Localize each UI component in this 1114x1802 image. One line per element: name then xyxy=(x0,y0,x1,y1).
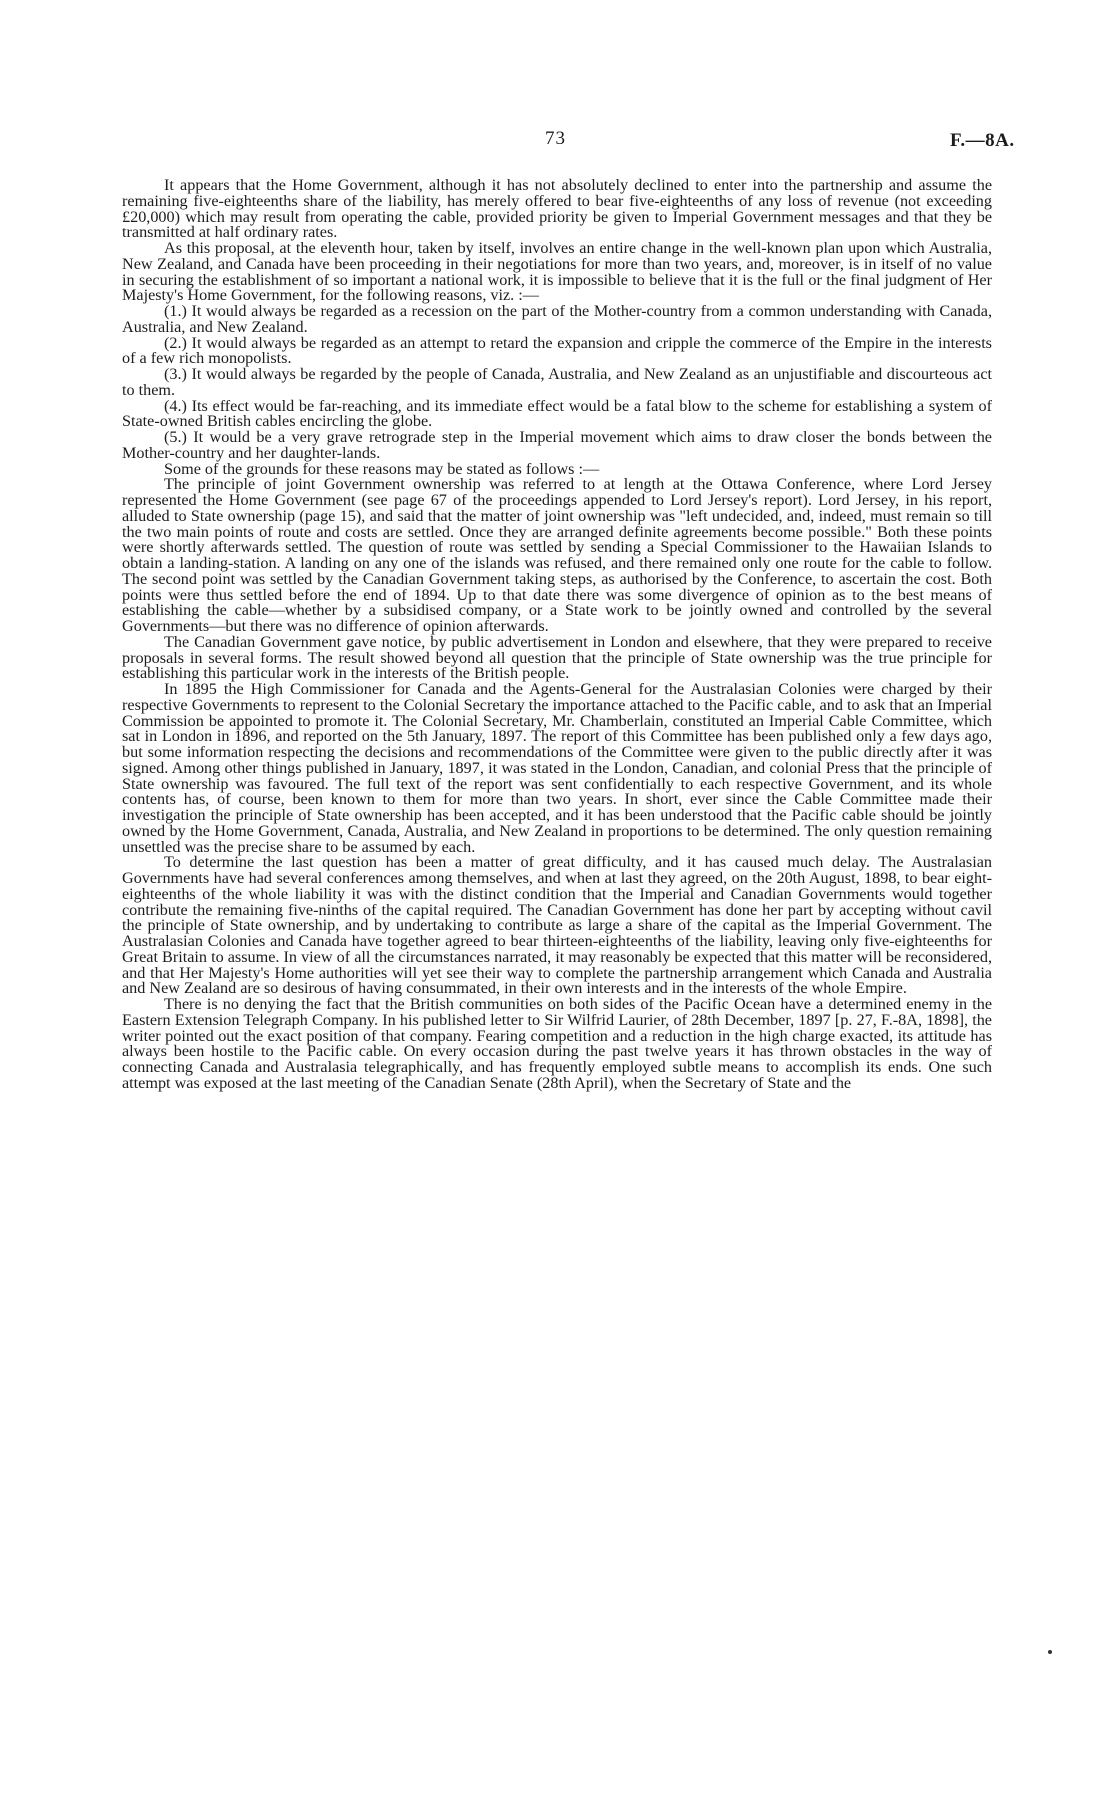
reason-3: (3.) It would always be regarded by the people of Canada, Australia, and New Zealand as an unjustifiable and discourteous act to them. xyxy=(122,365,992,399)
stray-ink-mark xyxy=(1048,1650,1052,1654)
paragraph-joint-ownership: The principle of joint Government ownership was referred to at length at the Ottawa Conference, where Lord Jersey represented the Home Government (see page 67 of the proceedings appended to Lord Jersey's report). Lord Jersey, in his report, alluded to State ownership (page 15), and said that the matter of joint ownership was "left undecided, and, indeed, must remain so till the two main points of route and costs are settled. Once they are arranged definite agreements become possible." Both these points were shortly afterwards settled. The question of route was settled by sending a Special Commissioner to the Hawaiian Islands to obtain a landing-station. A landing on any one of the islands was refused, and there remained only one route for the cable to follow. The second point was settled by the Canadian Government taking steps, as authorised by the Conference, to ascertain the cost. Both points were thus settled before the end of 1894. Up to that date there was some divergence of opinion as to the best means of establishing the cable—whether by a subsidised company, or a State work to be jointly owned and controlled by the several Governments—but there was no difference of opinion afterwards. xyxy=(122,475,992,635)
paragraph-proposal-reasons: As this proposal, at the eleventh hour, taken by itself, involves an entire change in the well-known plan upon which Australia, New Zealand, and Canada have been proceeding in their negotiations for more than two years, and, moreover, is in itself of no value in securing the establishment of so important a national work, it is impossible to believe that it is the full or the final judgment of Her Majesty's Home Government, for the following reasons, viz. :— xyxy=(122,239,992,305)
reason-1: (1.) It would always be regarded as a recession on the part of the Mother-country from a common understanding with Canada, Australia, and New Zealand. xyxy=(122,302,992,336)
reason-5: (5.) It would be a very grave retrograde step in the Imperial movement which aims to draw closer the bonds between the Mother-country and her daughter-lands. xyxy=(122,428,992,462)
paragraph-home-government-offer: It appears that the Home Government, although it has not absolutely declined to enter into the partnership and assume the remaining five-eighteenths share of the liability, has merely offered to bear five-eighteenths of any loss of revenue (not exceeding £20,000) which may result from operating the cable, provided priority be given to Imperial Government messages and that they be transmitted at half ordinary rates. xyxy=(122,176,992,242)
body-text xyxy=(122,178,992,1092)
page-header xyxy=(0,128,1114,156)
paragraph-grounds-intro: Some of the grounds for these reasons may be stated as follows :— xyxy=(164,459,600,478)
reason-2: (2.) It would always be regarded as an attempt to retard the expansion and cripple the commerce of the Empire in the interests of a few rich monopolists. xyxy=(122,333,992,368)
page-number: 73 xyxy=(545,128,566,149)
paragraph-canadian-notice: The Canadian Government gave notice, by public advertisement in London and elsewhere, that they were prepared to receive proposals in several forms. The result showed beyond all question that the principle of State ownership was the true principle for establishing this particular work in the interests of the British people. xyxy=(122,632,992,683)
paragraph-eastern-extension: There is no denying the fact that the British communities on both sides of the Pacific Ocean have a determined enemy in the Eastern Extension Telegraph Company. In his published letter to Sir Wilfrid Laurier, of 28th December, 1897 [p. 27, F.-8A, 1898], the writer pointed out the exact position of that company. Fearing competition and a reduction in the high charge exacted, its attitude has always been hostile to the Pacific cable. On every occasion during the past twelve years it has thrown obstacles in the way of connecting Canada and Australasia telegraphically, and has frequently employed subtle means to accomplish its ends. One such attempt was exposed at the last meeting of the Canadian Senate (28th April), when the Secretary of State and the xyxy=(122,995,992,1092)
paragraph-cable-committee: In 1895 the High Commissioner for Canada and the Agents-General for the Australasian Colonies were charged by their respective Governments to represent to the Colonial Secretary the importance attached to the Pacific cable, and to ask that an Imperial Commission be appointed to promote it. The Colonial Secretary, Mr. Chamberlain, constituted an Imperial Cable Committee, which sat in London in 1896, and reported on the 5th January, 1897. The report of this Committee has been published only a few days ago, but some information respecting the decisions and recommendations of the Committee were given to the public directly after it was signed. Among other things published in January, 1897, it was stated in the London, Canadian, and colonial Press that the principle of State ownership was favoured. The full text of the report was sent confidentially to each respective Government, and its whole contents has, of course, been known to them for more than two years. In short, ever since the Cable Committee made their investigation the principle of State ownership has been accepted, and it has been understood that the Pacific cable should be jointly owned by the Home Government, Canada, Australia, and New Zealand in proportions to be determined. The only question remaining unsettled was the precise share to be assumed by each. xyxy=(122,680,992,856)
reason-4: (4.) Its effect would be far-reaching, and its immediate effect would be a fatal blow to the scheme for establishing a system of State-owned British cables encircling the globe. xyxy=(122,396,992,431)
paper-reference: F.—8A. xyxy=(950,130,1015,151)
paragraph-share-determination: To determine the last question has been a matter of great difficulty, and it has caused much delay. The Australasian Governments have had several conferences among themselves, and when at last they agreed, on the 20th August, 1898, to bear eight-eighteenths of the whole liability it was with the distinct condition that the Imperial and Canadian Governments would together contribute the remaining five-ninths of the capital required. The Canadian Government has done her part by accepting without cavil the principle of State ownership, and by undertaking to contribute as large a share of the capital as the Imperial Government. The Australasian Colonies and Canada have together agreed to bear thirteen-eighteenths of the liability, leaving only five-eighteenths for Great Britain to assume. In view of all the circumstances narrated, it may reasonably be expected that this matter will be reconsidered, and that Her Majesty's Home authorities will yet see their way to complete the partnership arrangement which Canada and Australia and New Zealand are so desirous of having consummated, in their own interests and in the interests of the whole Empire. xyxy=(122,853,992,998)
